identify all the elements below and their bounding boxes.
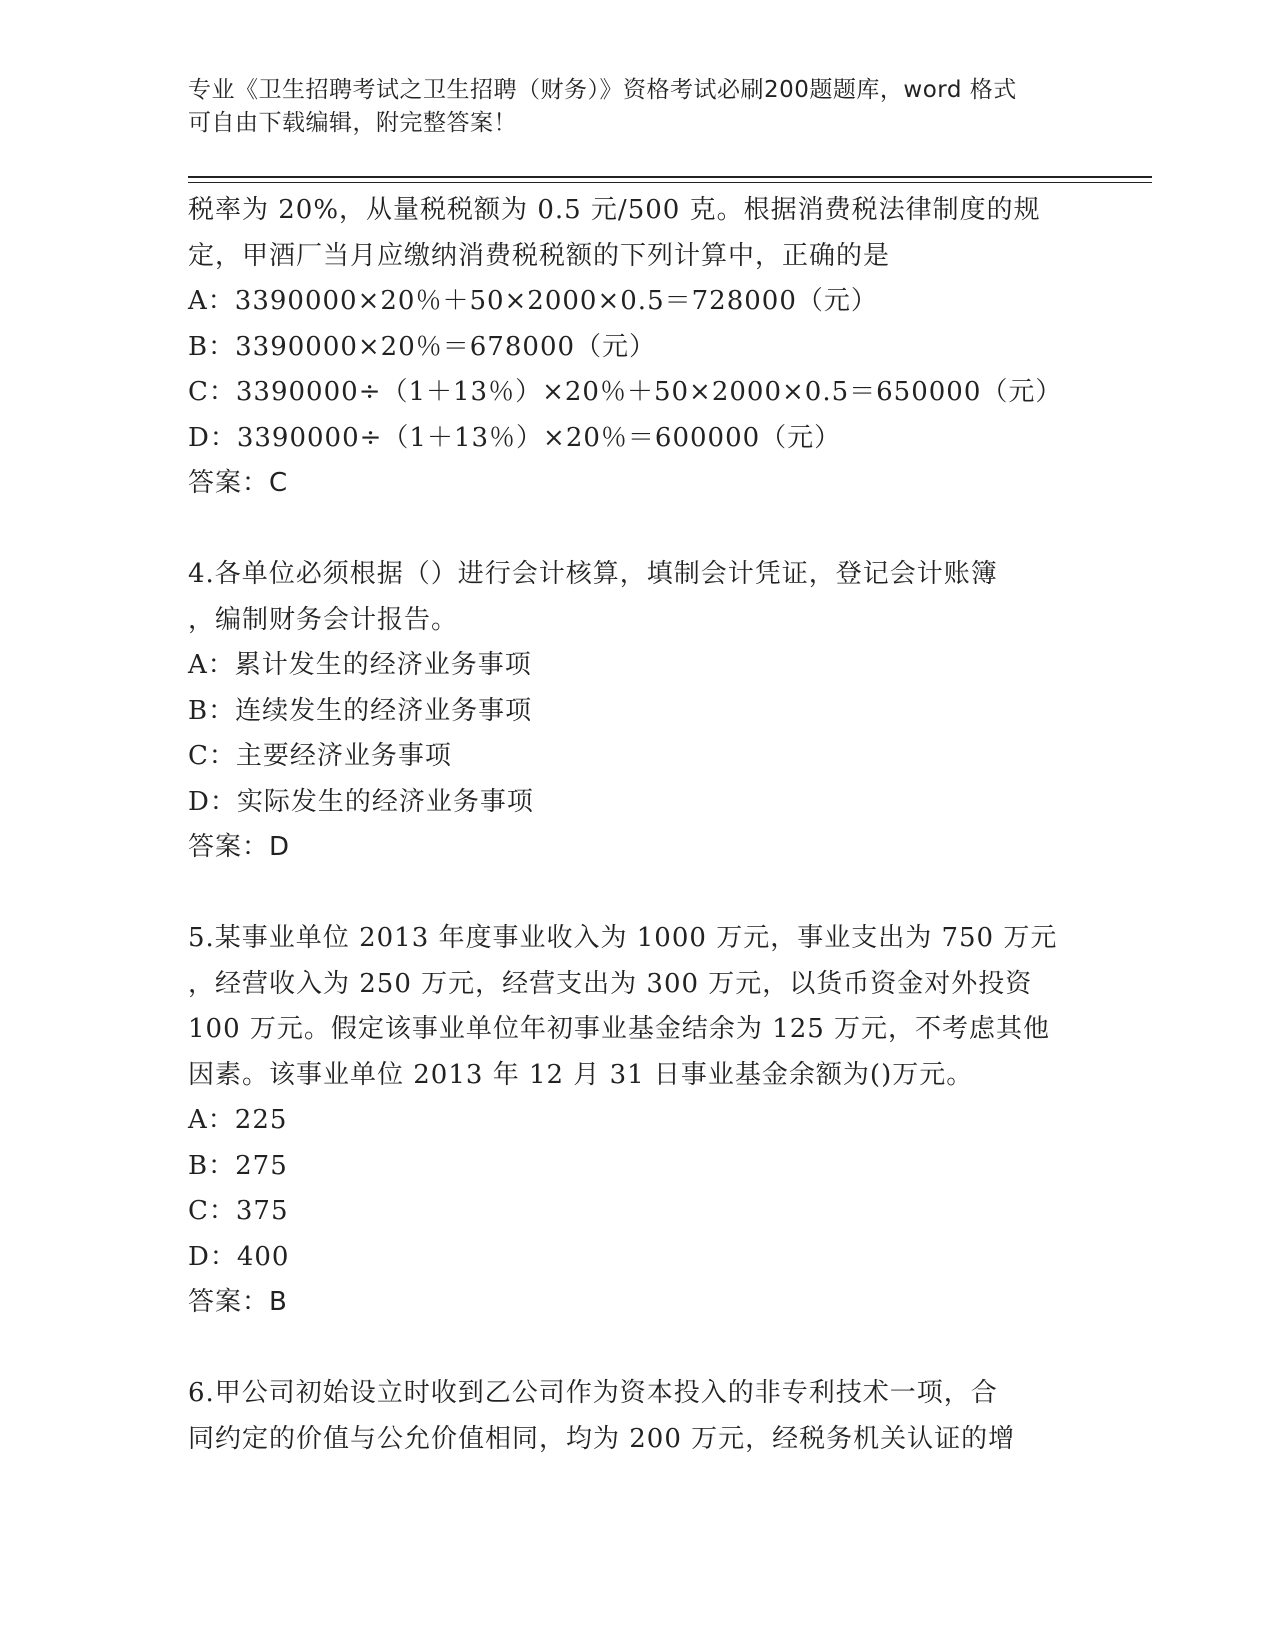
header-divider-thin xyxy=(188,182,1152,183)
option-a: A：3390000×20％＋50×2000×0.5＝728000（元） xyxy=(188,286,878,316)
question-stem: 6.甲公司初始设立时收到乙公司作为资本投入的非专利技术一项，合 xyxy=(188,1378,998,1408)
question-5 xyxy=(188,916,1088,1326)
option-a: A：225 xyxy=(188,1105,288,1135)
question-6 xyxy=(188,1371,1088,1462)
question-4 xyxy=(188,552,1088,871)
option-a: A：累计发生的经济业务事项 xyxy=(188,650,532,680)
question-stem: 100 万元。假定该事业单位年初事业基金结余为 125 万元，不考虑其他 xyxy=(188,1014,1051,1044)
option-b: B：连续发生的经济业务事项 xyxy=(188,695,533,726)
answer-line: 答案：B xyxy=(188,1287,288,1317)
question-stem: 4.各单位必须根据（）进行会计核算，填制会计凭证，登记会计账簿 xyxy=(188,559,998,589)
question-stem: 税率为 20%，从量税税额为 0.5 元/500 克。根据消费税法律制度的规 xyxy=(188,195,1041,225)
question-stem: 因素。该事业单位 2013 年 12 月 31 日事业基金余额为()万元。 xyxy=(188,1059,974,1090)
answer-line: 答案：D xyxy=(188,832,291,862)
question-spacer xyxy=(188,1326,1088,1372)
header-line-1: 专业《卫生招聘考试之卫生招聘（财务）》资格考试必刷200题题库，word 格式 xyxy=(188,77,1017,103)
document-body xyxy=(188,188,1088,1462)
option-b: B：275 xyxy=(188,1150,288,1181)
question-stem: ，编制财务会计报告。 xyxy=(188,604,459,635)
question-stem: 5.某事业单位 2013 年度事业收入为 1000 万元，事业支出为 750 万元 xyxy=(188,923,1058,953)
document-header xyxy=(188,74,1088,140)
question-spacer xyxy=(188,507,1088,553)
option-d: D：实际发生的经济业务事项 xyxy=(188,786,534,817)
option-c: C：主要经济业务事项 xyxy=(188,741,452,771)
question-spacer xyxy=(188,871,1088,917)
header-divider-thick xyxy=(188,176,1152,178)
option-b: B：3390000×20％＝678000（元） xyxy=(188,331,657,362)
option-d: D：400 xyxy=(188,1241,290,1272)
question-3 xyxy=(188,188,1088,507)
question-stem: 同约定的价值与公允价值相同，均为 200 万元，经税务机关认证的增 xyxy=(188,1423,1016,1454)
question-stem: ，经营收入为 250 万元，经营支出为 300 万元，以货币资金对外投资 xyxy=(188,968,1033,999)
option-c: C：3390000÷（1＋13％）×20％＋50×2000×0.5＝650000（元） xyxy=(188,377,1063,407)
answer-line: 答案：C xyxy=(188,468,289,498)
option-d: D：3390000÷（1＋13％）×20％＝600000（元） xyxy=(188,422,842,453)
option-c: C：375 xyxy=(188,1196,289,1226)
question-stem: 定，甲酒厂当月应缴纳消费税税额的下列计算中，正确的是 xyxy=(188,240,891,271)
header-line-2: 可自由下载编辑，附完整答案！ xyxy=(188,110,517,136)
